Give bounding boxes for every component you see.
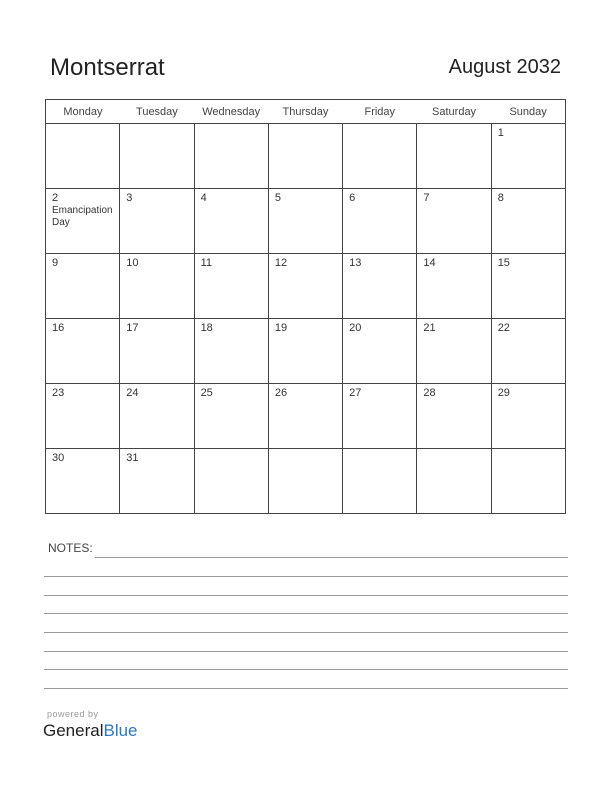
day-number: 2 (52, 192, 59, 204)
day-cell (46, 124, 120, 189)
day-number: 18 (200, 322, 213, 334)
day-cell (343, 189, 417, 254)
day-cell (120, 384, 194, 449)
day-number: 15 (497, 257, 510, 269)
day-number: 29 (497, 387, 510, 399)
day-cell (417, 449, 491, 514)
day-cell (268, 449, 342, 514)
day-cell (46, 384, 120, 449)
day-number: 6 (349, 192, 356, 204)
day-number: 25 (200, 387, 213, 399)
day-number: 10 (126, 257, 139, 269)
notes-line (44, 613, 568, 614)
day-number: 31 (126, 452, 139, 464)
day-number: 14 (423, 257, 436, 269)
weekday-header-row (46, 100, 566, 124)
weekday-sunday: Sunday (491, 100, 565, 124)
day-number: 24 (126, 387, 139, 399)
day-number: 22 (497, 322, 510, 334)
day-cell (194, 189, 268, 254)
day-number: 8 (497, 192, 504, 204)
day-cell (417, 189, 491, 254)
day-cell (46, 189, 120, 254)
day-number: 21 (423, 322, 436, 334)
day-cell (46, 254, 120, 319)
day-number: 4 (200, 192, 207, 204)
generalblue-logo (43, 721, 138, 741)
week-row-1 (46, 124, 566, 189)
day-cell (417, 384, 491, 449)
notes-line (95, 557, 568, 558)
month-year-title: August 2032 (448, 56, 561, 78)
notes-label: NOTES: (48, 541, 93, 555)
day-cell (491, 319, 565, 384)
day-cell (194, 254, 268, 319)
day-number: 17 (126, 322, 139, 334)
day-number: 11 (200, 257, 212, 269)
weekday-tuesday: Tuesday (120, 100, 194, 124)
day-cell (120, 319, 194, 384)
weekday-saturday: Saturday (417, 100, 491, 124)
notes-line (44, 669, 568, 670)
day-cell (343, 254, 417, 319)
day-cell (194, 124, 268, 189)
day-cell (46, 449, 120, 514)
day-number: 20 (349, 322, 362, 334)
week-row-4 (46, 319, 566, 384)
notes-line (44, 576, 568, 577)
day-number: 27 (349, 387, 362, 399)
day-cell (491, 384, 565, 449)
day-cell (343, 449, 417, 514)
day-cell (343, 124, 417, 189)
day-number: 3 (126, 192, 133, 204)
day-cell (343, 384, 417, 449)
powered-by-text: powered by (47, 709, 99, 719)
logo-general: General (43, 721, 104, 740)
logo-blue: Blue (103, 721, 138, 740)
notes-line (44, 651, 568, 652)
notes-line (44, 632, 568, 633)
day-cell (120, 449, 194, 514)
day-cell (491, 254, 565, 319)
day-number: 23 (52, 387, 65, 399)
day-cell (491, 189, 565, 254)
day-number: 26 (274, 387, 288, 399)
day-number: 5 (274, 192, 281, 204)
day-cell (120, 124, 194, 189)
weekday-monday: Monday (46, 100, 120, 124)
holiday-label: Emancipation Day (52, 205, 113, 228)
day-number: 30 (52, 452, 65, 464)
day-number: 7 (423, 192, 430, 204)
week-row-3 (46, 254, 566, 319)
day-number: 9 (52, 257, 59, 269)
day-cell (46, 319, 120, 384)
week-row-2 (46, 189, 566, 254)
calendar-grid (45, 99, 566, 514)
day-cell (417, 124, 491, 189)
weekday-thursday: Thursday (268, 100, 342, 124)
day-cell (194, 319, 268, 384)
day-number: 1 (497, 127, 504, 139)
day-cell (120, 254, 194, 319)
day-cell (491, 449, 565, 514)
day-cell (194, 384, 268, 449)
day-cell (268, 254, 342, 319)
day-cell (491, 124, 565, 189)
day-cell (268, 124, 342, 189)
day-cell (417, 254, 491, 319)
weekday-wednesday: Wednesday (194, 100, 268, 124)
day-number: 12 (274, 257, 288, 269)
week-row-5 (46, 384, 566, 449)
day-cell (120, 189, 194, 254)
day-number: 28 (423, 387, 436, 399)
day-number: 19 (274, 322, 288, 334)
country-title: Montserrat (50, 54, 165, 81)
day-cell (268, 189, 342, 254)
notes-line (44, 595, 568, 596)
day-cell (194, 449, 268, 514)
day-number: 13 (349, 257, 362, 269)
day-cell (268, 384, 342, 449)
day-cell (343, 319, 417, 384)
week-row-6 (46, 449, 566, 514)
weekday-friday: Friday (343, 100, 417, 124)
day-number: 16 (52, 322, 65, 334)
notes-line (44, 688, 568, 689)
day-cell (268, 319, 342, 384)
day-cell (417, 319, 491, 384)
